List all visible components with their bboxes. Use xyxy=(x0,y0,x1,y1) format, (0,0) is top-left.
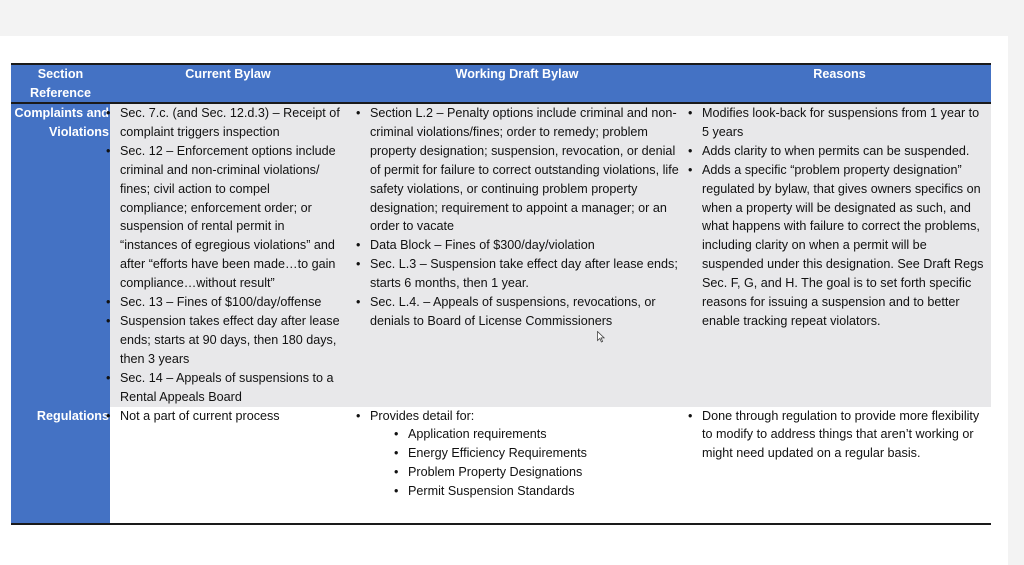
sub-list-item: • Application requirements xyxy=(394,425,684,444)
window-edge xyxy=(1008,0,1024,565)
reasons-cell xyxy=(688,103,991,407)
list-item: • Not a part of current process xyxy=(106,407,340,426)
list-item: • Adds clarity to when permits can be suspended. xyxy=(688,142,987,161)
list-item: • Done through regulation to provide more flexibility to modify to address things that aren’t working or might need updated on a regular basis. xyxy=(688,407,987,464)
section-cell: Regulations xyxy=(11,407,110,524)
draft-bylaw-cell xyxy=(346,103,688,407)
mouse-pointer-icon xyxy=(597,331,605,343)
sub-list-item: • Problem Property Designations xyxy=(394,463,684,482)
section-cell: Complaints and Violations xyxy=(11,103,110,407)
table-header-row xyxy=(11,64,991,103)
current-bylaw-cell xyxy=(110,407,346,524)
header-working-draft-bylaw: Working Draft Bylaw xyxy=(346,64,688,103)
draft-bylaw-cell xyxy=(346,407,688,524)
sub-list-item: • Energy Efficiency Requirements xyxy=(394,444,684,463)
list-item: • Sec. 14 – Appeals of suspensions to a Rental Appeals Board xyxy=(106,369,340,407)
current-bylaw-cell xyxy=(110,103,346,407)
list-item: • Sec. L.3 – Suspension take effect day after lease ends; starts 6 months, then 1 year. xyxy=(356,255,684,293)
header-reasons: Reasons xyxy=(688,64,991,103)
reasons-cell xyxy=(688,407,991,524)
list-item: • Modifies look-back for suspensions from 1 year to 5 years xyxy=(688,104,987,142)
list-item: • Sec. L.4. – Appeals of suspensions, revocations, or denials to Board of License Commissioners xyxy=(356,293,684,331)
table-row-regulations xyxy=(11,407,991,524)
list-item: • Data Block – Fines of $300/day/violation xyxy=(356,236,684,255)
table-row-complaints xyxy=(11,103,991,407)
sub-list-item: • Permit Suspension Standards xyxy=(394,482,684,501)
list-item xyxy=(356,407,684,502)
bylaw-comparison-table xyxy=(11,63,991,525)
list-item: • Sec. 13 – Fines of $100/day/offense xyxy=(106,293,340,312)
list-item: • Sec. 7.c. (and Sec. 12.d.3) – Receipt of complaint triggers inspection xyxy=(106,104,340,142)
header-current-bylaw: Current Bylaw xyxy=(110,64,346,103)
list-item: • Sec. 12 – Enforcement options include criminal and non-criminal violations/ fines; civil action to compel compliance; enforcement order; or suspension of rental permit in “instances of egregious violations” and after “efforts have been made…to gain compliance…without result” xyxy=(106,142,340,293)
list-item: • Adds a specific “problem property designation” regulated by bylaw, that gives owners specifics on when a property will be designated as such, and what happens with failure to correct the problems, including clarity on when a permit will be suspended under this designation. See Draft Regs Sec. F, G, and H. The goal is to set forth specific reasons for issuing a suspension and to better enable tracking repeat violators. xyxy=(688,161,987,331)
draft-intro-text: Provides detail for: xyxy=(370,408,475,423)
sub-list xyxy=(370,425,684,501)
list-item: • Section L.2 – Penalty options include criminal and non-criminal violations/fines; order to remedy; problem property designation; suspension, revocation, or denial of permit for failure to correct outstanding violations, life safety violations, or continuing problem property designation; requirement to appoint a manager; or an order to vacate xyxy=(356,104,684,236)
header-section-reference: Section Reference xyxy=(11,64,110,103)
list-item: • Suspension takes effect day after lease ends; starts at 90 days, then 180 days, then 3 years xyxy=(106,312,340,369)
